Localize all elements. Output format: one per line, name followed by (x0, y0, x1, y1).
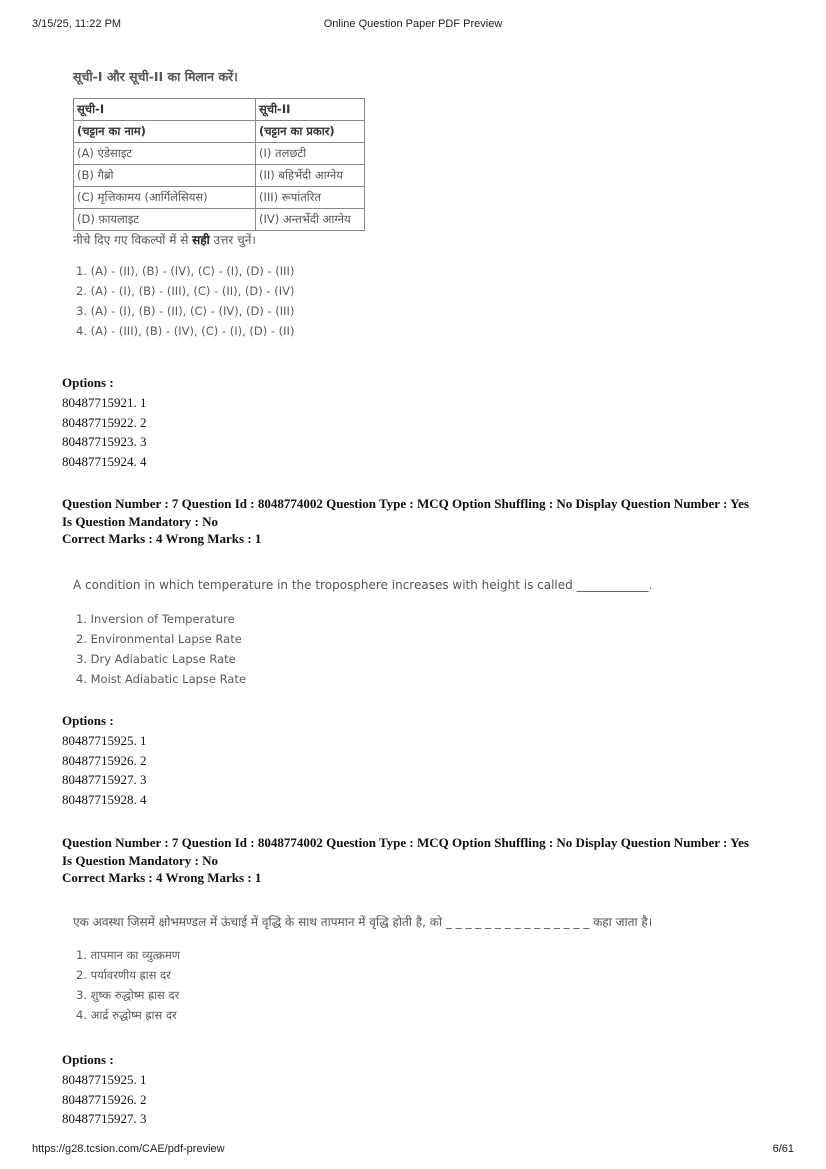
list-item: 3. (A) - (I), (B) - (II), (C) - (IV), (D) - (III) (76, 304, 295, 318)
table-row (74, 187, 365, 209)
question-7-hi-image (73, 913, 733, 1025)
table-cell: (IV) अन्तर्भेदी आग्नेय (256, 209, 365, 231)
table-cell: (I) तलछटी (256, 143, 365, 165)
list-item: 1. (A) - (II), (B) - (IV), (C) - (I), (D) - (III) (76, 264, 295, 278)
table-cell: (C) मृत्तिकामय (आर्गिलेसियस) (74, 187, 256, 209)
table-cell: (III) रूपांतरित (256, 187, 365, 209)
option-row: 80487715927. 3 (62, 1111, 147, 1126)
option-row: 80487715926. 2 (62, 752, 147, 768)
question-marks: Correct Marks : 4 Wrong Marks : 1 (62, 870, 262, 885)
question-text: A condition in which temperature in the troposphere increases with height is called ____________. (73, 578, 653, 592)
options-label: Options : (62, 713, 114, 728)
match-table (73, 98, 365, 231)
q7-en-options (62, 711, 147, 809)
print-url: https://g28.tcsion.com/CAE/pdf-preview (32, 1143, 225, 1155)
q7-hi-meta (62, 834, 772, 887)
print-title: Online Question Paper PDF Preview (323, 18, 503, 30)
list-item: 1. तापमान का व्युत्क्रमण (76, 948, 181, 962)
match-intro: सूची-I और सूची-II का मिलान करें। (73, 69, 238, 84)
match-instruction (73, 231, 373, 261)
list-item: 3. शुष्क रुद्धोष्म ह्रास दर (76, 988, 180, 1002)
table-cell: (D) फ़ायलाइट (74, 209, 256, 231)
question-7-en-image (73, 576, 673, 689)
option-row: 80487715922. 2 (62, 414, 147, 430)
list-item: 3. Dry Adiabatic Lapse Rate (76, 652, 236, 666)
list-item: 1. Inversion of Temperature (76, 612, 235, 626)
table-cell: (A) एंडेसाइट (74, 143, 256, 165)
table-row (74, 209, 365, 231)
option-row: 80487715927. 3 (62, 772, 147, 787)
option-row: 80487715926. 2 (62, 1091, 147, 1107)
question-mandatory: Is Question Mandatory : No (62, 852, 219, 868)
table-row (74, 165, 365, 187)
list-item: 2. (A) - (I), (B) - (III), (C) - (II), (D) - (IV) (76, 284, 295, 298)
answer-choices (76, 609, 673, 689)
q6-options (62, 373, 147, 471)
question-meta-line: Question Number : 7 Question Id : 8048774002 Question Type : MCQ Option Shuffling : No Display Question Number : Yes (62, 835, 749, 850)
list-item: 4. आर्द्र रुद्धोष्म ह्रास दर (76, 1008, 177, 1022)
instruction-pre: नीचे दिए गए विकल्पों में से (73, 233, 193, 247)
question-marks: Correct Marks : 4 Wrong Marks : 1 (62, 531, 262, 546)
question-meta-line: Question Number : 7 Question Id : 8048774002 Question Type : MCQ Option Shuffling : No Display Question Number : Yes (62, 496, 749, 511)
list1-subheading: (चट्टान का नाम) (74, 121, 256, 143)
answer-choices (76, 261, 373, 341)
table-cell: (II) बहिर्भेदी आग्नेय (256, 165, 365, 187)
match-table-subhead (74, 121, 365, 143)
option-row: 80487715924. 4 (62, 453, 147, 469)
options-label: Options : (62, 375, 114, 390)
option-row: 80487715921. 1 (62, 395, 147, 410)
page-number: 6/61 (772, 1143, 794, 1155)
q7-en-meta (62, 495, 772, 548)
q7-hi-options (62, 1050, 147, 1129)
print-datetime: 3/15/25, 11:22 PM (32, 18, 122, 30)
question-text: एक अवस्था जिसमें क्षोभमण्डल में ऊंचाई में वृद्धि के साथ तापमान में वृद्धि होती है, को _ _ _ _ _ _ _ _ _ _ _ _ _ _ _ कहा जाता है। (73, 915, 653, 929)
option-row: 80487715925. 1 (62, 733, 147, 748)
table-row (74, 143, 365, 165)
instruction-post: उत्तर चुनें। (209, 233, 256, 247)
list-item: 2. Environmental Lapse Rate (76, 632, 242, 646)
options-label: Options : (62, 1052, 114, 1067)
option-row: 80487715923. 3 (62, 434, 147, 449)
option-row: 80487715925. 1 (62, 1072, 147, 1087)
list2-heading: सूची-II (256, 99, 365, 121)
list-item: 2. पर्यावरणीय ह्रास दर (76, 968, 171, 982)
list-item: 4. Moist Adiabatic Lapse Rate (76, 672, 247, 686)
table-cell: (B) गैब्रो (74, 165, 256, 187)
list1-heading: सूची-I (74, 99, 256, 121)
option-row: 80487715928. 4 (62, 791, 147, 807)
question-6-image (73, 66, 373, 341)
list2-subheading: (चट्टान का प्रकार) (256, 121, 365, 143)
list-item: 4. (A) - (III), (B) - (IV), (C) - (I), (D) - (II) (76, 324, 295, 338)
question-mandatory: Is Question Mandatory : No (62, 513, 219, 529)
match-table-head (74, 99, 365, 121)
answer-choices (76, 945, 733, 1025)
instruction-bold: सही (192, 233, 210, 247)
